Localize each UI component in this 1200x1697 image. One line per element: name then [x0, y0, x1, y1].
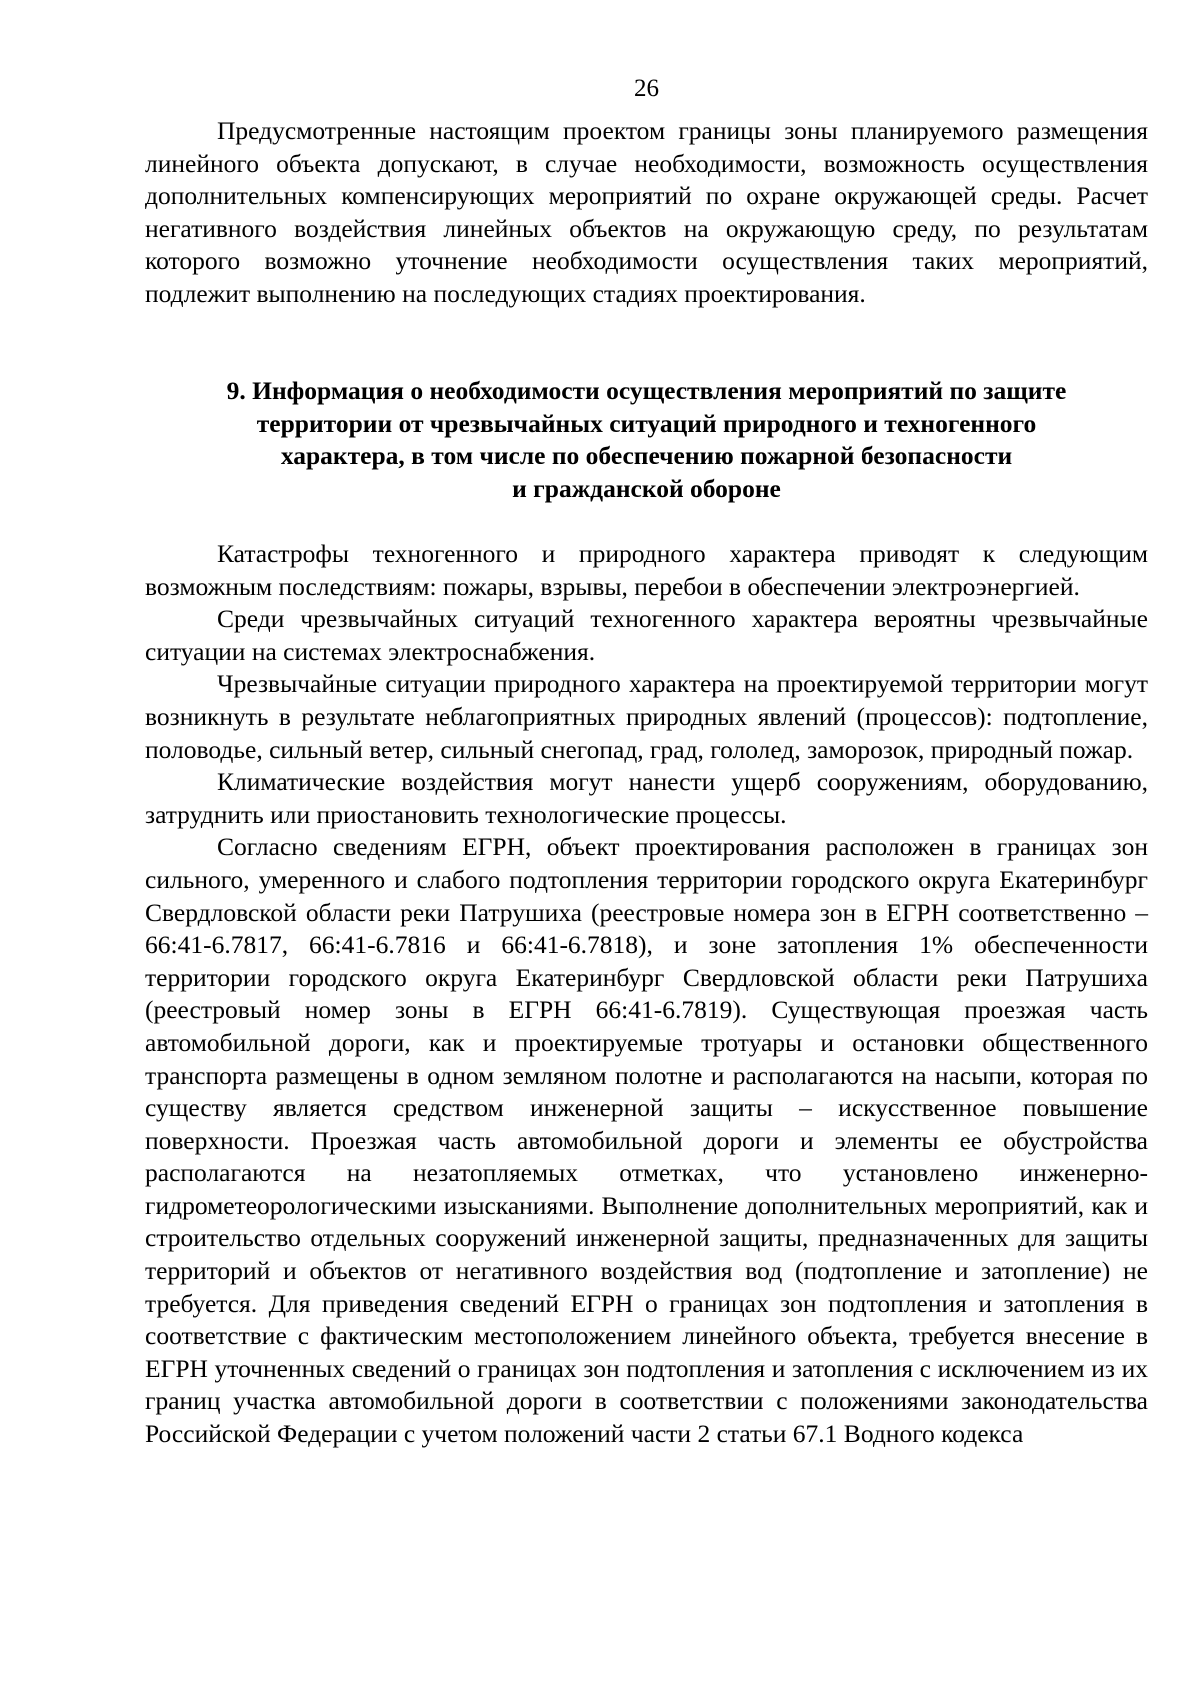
section-heading-line-3: характера, в том числе по обеспечению пожарной безопасности: [280, 441, 1013, 471]
page-number: 26: [634, 75, 659, 102]
document-page: [145, 0, 1148, 1697]
section-heading: [145, 375, 1148, 505]
section-body: [145, 538, 1148, 1451]
section-heading-line-1: 9. Информация о необходимости осуществления мероприятий по защите: [226, 376, 1067, 405]
paragraph-egrn-zones: Согласно сведениям ЕГРН, объект проектирования расположен в границах зон сильного, умеренного и слабого подтопления территории городского округа Екатеринбург Свердловской области реки Патрушиха (реестровые номера зон в ЕГРН соответственно – 66:41-6.7817, 66:41-6.7816 и 66:41-6.7818), и зоне затопления 1% обеспеченности территории городского округа Екатеринбург Свердловской области реки Патрушиха (реестровый номер зоны в ЕГРН 66:41-6.7819). Существующая проезжая часть автомобильной дороги, как и проектируемые тротуары и остановки общественного транспорта размещены в одном земляном полотне и располагаются на насыпи, которая по существу является средством инженерной защиты – искусственное повышение поверхности. Проезжая часть автомобильной дороги и элементы ее обустройства располагаются на незатопляемых отметках, что установлено инженерно-гидрометеорологическими изысканиями. Выполнение дополнительных мероприятий, как и строительство отдельных сооружений инженерной защиты, предназначенных для защиты территорий и объектов от негативного воздействия вод (подтопление и затопление) не требуется. Для приведения сведений ЕГРН о границах зон подтопления и затопления в соответствие с фактическим местоположением линейного объекта, требуется внесение в ЕГРН уточненных сведений о границах зон подтопления и затопления с исключением из их границ участка автомобильной дороги в соответствии с положениями законодательства Российской Федерации с учетом положений части 2 статьи 67.1 Водного кодекса: [145, 832, 1148, 1449]
paragraph-consequences: Катастрофы техногенного и природного характера приводят к следующим возможным последствиям: пожары, взрывы, перебои в обеспечении электроэнергией.: [145, 539, 1148, 601]
section-heading-line-4: и гражданской обороне: [512, 473, 781, 503]
section-heading-line-2: территории от чрезвычайных ситуаций природного и техногенного: [256, 408, 1037, 438]
paragraph-technogenic: Среди чрезвычайных ситуаций техногенного характера вероятны чрезвычайные ситуации на системах электроснабжения.: [145, 604, 1148, 666]
intro-paragraph: Предусмотренные настоящим проектом границы зоны планируемого размещения линейного объекта допускают, в случае необходимости, возможность осуществления дополнительных компенсирующих мероприятий по охране окружающей среды. Расчет негативного воздействия линейных объектов на окружающую среду, по результатам которого возможно уточнение необходимости осуществления таких мероприятий, подлежит выполнению на последующих стадиях проектирования.: [145, 116, 1148, 308]
paragraph-natural: Чрезвычайные ситуации природного характера на проектируемой территории могут возникнуть в результате неблагоприятных природных явлений (процессов): подтопление, половодье, сильный ветер, сильный снегопад, град, гололед, заморозок, природный пожар.: [145, 669, 1148, 764]
paragraph-climatic: Климатические воздействия могут нанести ущерб сооружениям, оборудованию, затруднить или приостановить технологические процессы.: [145, 767, 1148, 829]
